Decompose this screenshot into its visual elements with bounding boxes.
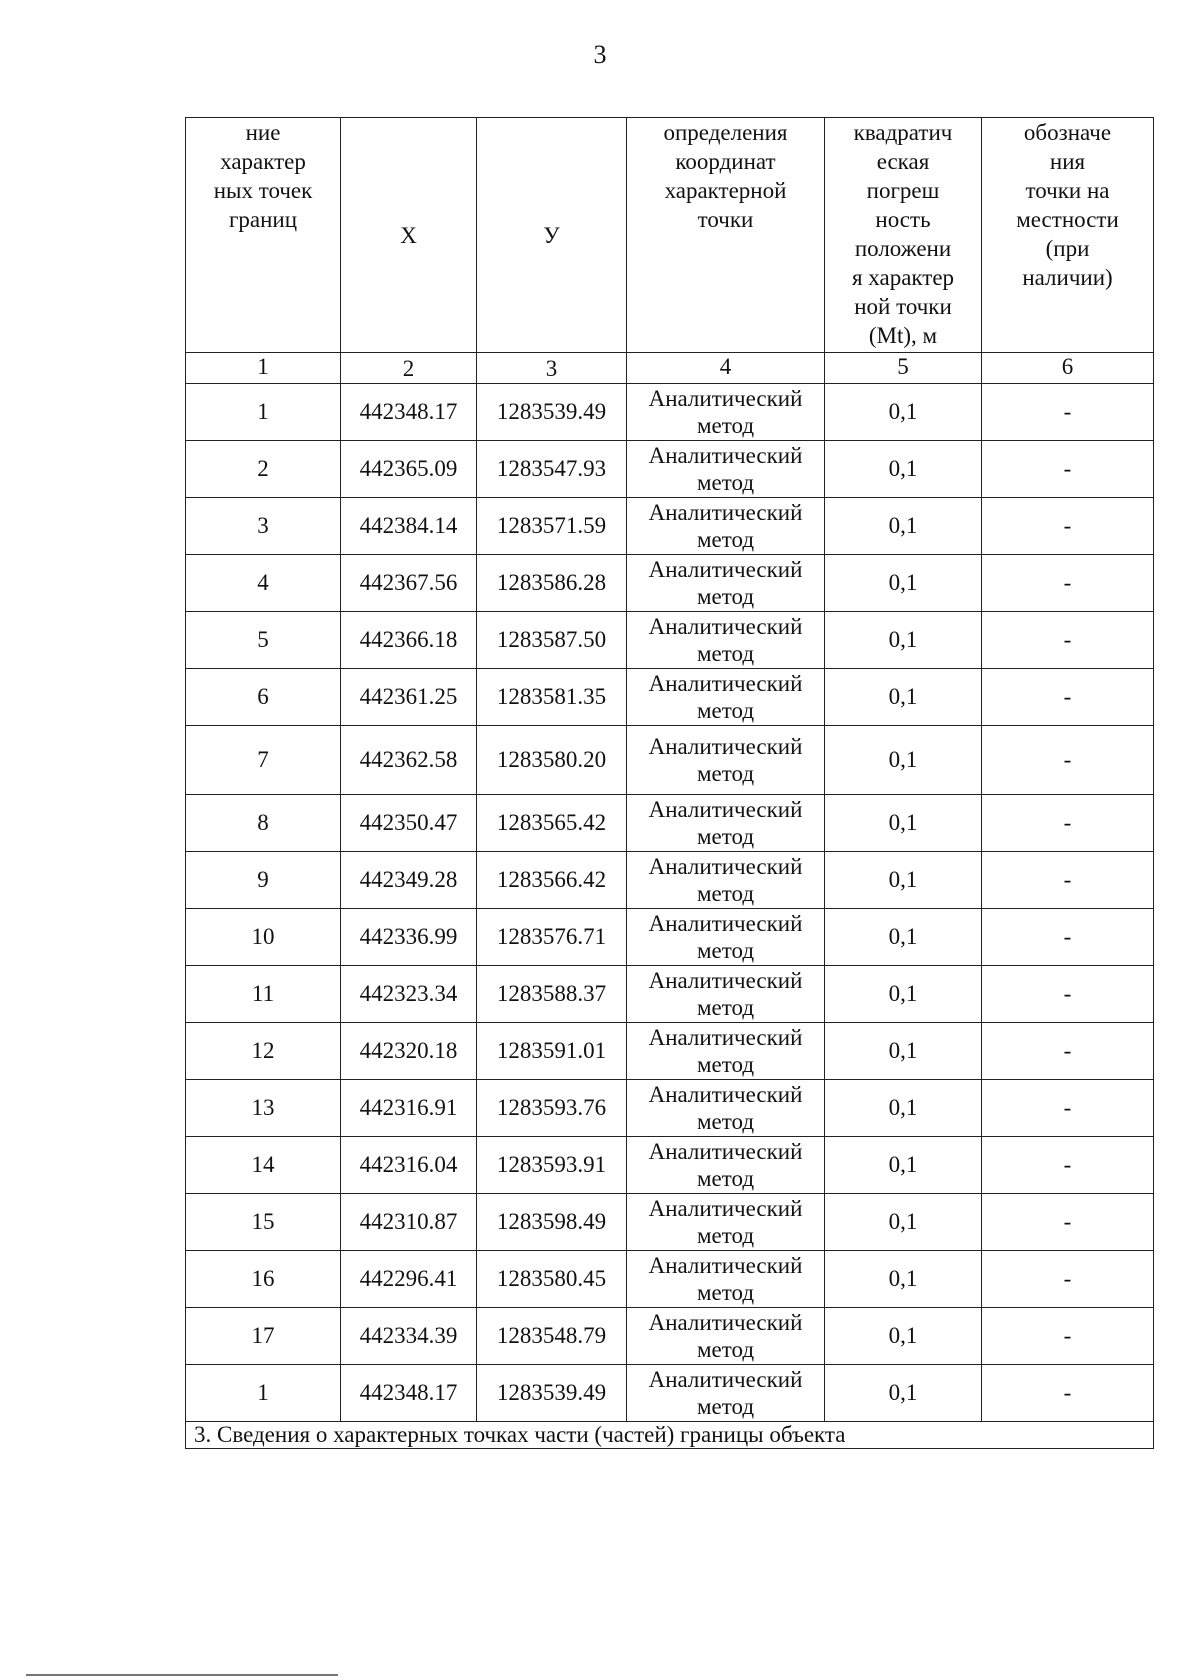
mark: - — [982, 669, 1154, 726]
method-text: Аналитический метод — [648, 911, 803, 963]
mt-value: 0,1 — [825, 1251, 982, 1308]
method-text: Аналитический метод — [648, 854, 803, 906]
method — [627, 669, 825, 726]
coord-y: 1283588.37 — [477, 966, 627, 1023]
table-row — [186, 1251, 1154, 1308]
method — [627, 1308, 825, 1365]
method — [627, 1080, 825, 1137]
table-row — [186, 966, 1154, 1023]
mark: - — [982, 1080, 1154, 1137]
column-number-row — [186, 353, 1154, 384]
coord-x: 442384.14 — [341, 498, 477, 555]
coord-x: 442362.58 — [341, 726, 477, 795]
method-text: Аналитический метод — [648, 1082, 803, 1134]
coord-y: 1283581.35 — [477, 669, 627, 726]
coord-y: 1283571.59 — [477, 498, 627, 555]
method-text: Аналитический метод — [648, 968, 803, 1020]
coord-y: 1283547.93 — [477, 441, 627, 498]
method-text: Аналитический метод — [648, 671, 803, 723]
point-number: 15 — [186, 1194, 341, 1251]
mt-value: 0,1 — [825, 1194, 982, 1251]
coord-y: 1283591.01 — [477, 1023, 627, 1080]
mt-value: 0,1 — [825, 669, 982, 726]
coord-y: 1283580.45 — [477, 1251, 627, 1308]
column-number: 6 — [982, 353, 1154, 384]
table-row — [186, 384, 1154, 441]
mark: - — [982, 384, 1154, 441]
coord-y: 1283598.49 — [477, 1194, 627, 1251]
table-row — [186, 1137, 1154, 1194]
mark: - — [982, 726, 1154, 795]
method — [627, 852, 825, 909]
mt-value: 0,1 — [825, 1365, 982, 1422]
point-number: 1 — [186, 1365, 341, 1422]
point-number: 9 — [186, 852, 341, 909]
mt-value: 0,1 — [825, 612, 982, 669]
method-text: Аналитический метод — [648, 557, 803, 609]
coord-y: 1283580.20 — [477, 726, 627, 795]
coord-x: 442296.41 — [341, 1251, 477, 1308]
coord-x: 442361.25 — [341, 669, 477, 726]
coord-y: 1283548.79 — [477, 1308, 627, 1365]
point-number: 4 — [186, 555, 341, 612]
column-number: 1 — [186, 353, 341, 384]
method-text: Аналитический метод — [648, 1025, 803, 1077]
method — [627, 612, 825, 669]
coord-x: 442316.04 — [341, 1137, 477, 1194]
table-row — [186, 1080, 1154, 1137]
table-row — [186, 1194, 1154, 1251]
mark: - — [982, 612, 1154, 669]
point-number: 17 — [186, 1308, 341, 1365]
coord-x: 442323.34 — [341, 966, 477, 1023]
mt-value: 0,1 — [825, 1080, 982, 1137]
coord-x: 442334.39 — [341, 1308, 477, 1365]
method-text: Аналитический метод — [648, 797, 803, 849]
table-row — [186, 852, 1154, 909]
coord-x: 442316.91 — [341, 1080, 477, 1137]
section-row — [186, 1422, 1154, 1449]
method — [627, 555, 825, 612]
method — [627, 384, 825, 441]
coord-y: 1283593.91 — [477, 1137, 627, 1194]
method — [627, 441, 825, 498]
method — [627, 1251, 825, 1308]
mt-value: 0,1 — [825, 1023, 982, 1080]
coord-y: 1283576.71 — [477, 909, 627, 966]
column-number: 4 — [627, 353, 825, 384]
coord-y: 1283586.28 — [477, 555, 627, 612]
method — [627, 1137, 825, 1194]
mt-value: 0,1 — [825, 852, 982, 909]
header-point-name: ние характер ных точек границ — [186, 118, 341, 353]
table-row — [186, 1023, 1154, 1080]
coord-x: 442367.56 — [341, 555, 477, 612]
mark: - — [982, 441, 1154, 498]
table-row — [186, 441, 1154, 498]
table-row — [186, 726, 1154, 795]
mt-value: 0,1 — [825, 555, 982, 612]
column-number: 3 — [477, 353, 627, 384]
header-mt: квадратич еская погреш ность положени я характер ной точки (Mt), м — [825, 118, 982, 353]
table-row — [186, 1365, 1154, 1422]
table-row — [186, 669, 1154, 726]
point-number: 16 — [186, 1251, 341, 1308]
mark: - — [982, 966, 1154, 1023]
point-number: 1 — [186, 384, 341, 441]
coord-x: 442365.09 — [341, 441, 477, 498]
coord-x: 442350.47 — [341, 795, 477, 852]
mt-value: 0,1 — [825, 1137, 982, 1194]
point-number: 7 — [186, 726, 341, 795]
table-header-row — [186, 118, 1154, 353]
point-number: 13 — [186, 1080, 341, 1137]
coord-x: 442310.87 — [341, 1194, 477, 1251]
header-x: X — [341, 118, 477, 353]
coord-y: 1283565.42 — [477, 795, 627, 852]
method-text: Аналитический метод — [648, 614, 803, 666]
header-method: определения координат характерной точки — [627, 118, 825, 353]
method-text: Аналитический метод — [648, 1196, 803, 1248]
method-text: Аналитический метод — [648, 443, 803, 495]
point-number: 5 — [186, 612, 341, 669]
column-number: 5 — [825, 353, 982, 384]
coord-x: 442348.17 — [341, 384, 477, 441]
method-text: Аналитический метод — [648, 734, 803, 786]
coord-y: 1283566.42 — [477, 852, 627, 909]
mark: - — [982, 1194, 1154, 1251]
method — [627, 909, 825, 966]
coord-y: 1283539.49 — [477, 384, 627, 441]
mark: - — [982, 909, 1154, 966]
table-row — [186, 1308, 1154, 1365]
mt-value: 0,1 — [825, 384, 982, 441]
header-mark: обозначе ния точки на местности (при наличии) — [982, 118, 1154, 353]
coord-x: 442349.28 — [341, 852, 477, 909]
mt-value: 0,1 — [825, 498, 982, 555]
section-title: 3. Сведения о характерных точках части (частей) границы объекта — [186, 1422, 1154, 1449]
coord-y: 1283587.50 — [477, 612, 627, 669]
mark: - — [982, 1137, 1154, 1194]
table-row — [186, 909, 1154, 966]
coord-x: 442320.18 — [341, 1023, 477, 1080]
method — [627, 966, 825, 1023]
method — [627, 795, 825, 852]
table-row — [186, 498, 1154, 555]
method — [627, 1023, 825, 1080]
mark: - — [982, 852, 1154, 909]
coordinates-table — [185, 117, 1154, 1449]
coord-x: 442348.17 — [341, 1365, 477, 1422]
coord-y: 1283539.49 — [477, 1365, 627, 1422]
mt-value: 0,1 — [825, 909, 982, 966]
mark: - — [982, 555, 1154, 612]
method — [627, 1365, 825, 1422]
table-row — [186, 555, 1154, 612]
footer-rule — [26, 1674, 338, 1676]
mt-value: 0,1 — [825, 795, 982, 852]
mt-value: 0,1 — [825, 1308, 982, 1365]
table-row — [186, 612, 1154, 669]
method-text: Аналитический метод — [648, 1253, 803, 1305]
method — [627, 498, 825, 555]
method-text: Аналитический метод — [648, 386, 803, 438]
mark: - — [982, 498, 1154, 555]
method-text: Аналитический метод — [648, 500, 803, 552]
point-number: 8 — [186, 795, 341, 852]
method-text: Аналитический метод — [648, 1367, 803, 1419]
point-number: 6 — [186, 669, 341, 726]
mark: - — [982, 1365, 1154, 1422]
point-number: 2 — [186, 441, 341, 498]
method-text: Аналитический метод — [648, 1139, 803, 1191]
mark: - — [982, 795, 1154, 852]
coord-y: 1283593.76 — [477, 1080, 627, 1137]
mt-value: 0,1 — [825, 441, 982, 498]
method — [627, 726, 825, 795]
point-number: 11 — [186, 966, 341, 1023]
point-number: 12 — [186, 1023, 341, 1080]
coord-x: 442366.18 — [341, 612, 477, 669]
mt-value: 0,1 — [825, 726, 982, 795]
table-row — [186, 795, 1154, 852]
mark: - — [982, 1023, 1154, 1080]
point-number: 10 — [186, 909, 341, 966]
column-number: 2 — [341, 353, 477, 384]
mark: - — [982, 1308, 1154, 1365]
method-text: Аналитический метод — [648, 1310, 803, 1362]
coord-x: 442336.99 — [341, 909, 477, 966]
method — [627, 1194, 825, 1251]
point-number: 14 — [186, 1137, 341, 1194]
point-number: 3 — [186, 498, 341, 555]
mt-value: 0,1 — [825, 966, 982, 1023]
header-y: У — [477, 118, 627, 353]
mark: - — [982, 1251, 1154, 1308]
page-number: 3 — [593, 40, 607, 69]
